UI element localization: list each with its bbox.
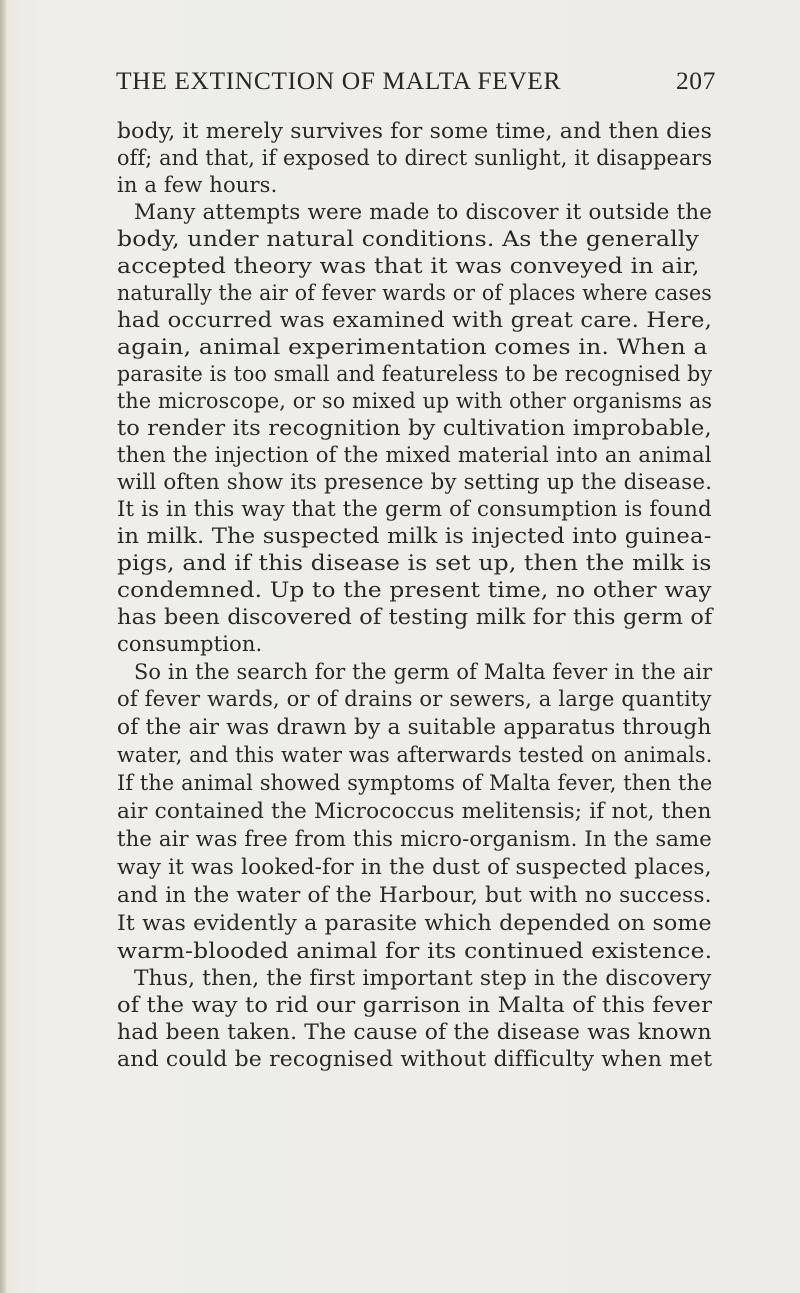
text-line: It was evidently a parasite which depended on some	[117, 911, 712, 935]
text-line: pigs, and if this disease is set up, then the milk is	[117, 551, 712, 575]
text-line: body, it merely survives for some time, and then dies	[117, 119, 712, 143]
text-line: the microscope, or so mixed up with other organisms as	[117, 389, 713, 413]
text-line: air contained the Micrococcus melitensis; if not, then	[117, 799, 712, 823]
text-line: If the animal showed symptoms of Malta fever, then the	[117, 771, 713, 795]
text-line: in a few hours.	[117, 173, 278, 197]
text-line: had occurred was examined with great care. Here,	[117, 308, 712, 332]
text-line: in milk. The suspected milk is injected into guinea-	[117, 524, 712, 548]
text-line: to render its recognition by cultivation improbable,	[117, 416, 712, 440]
text-line: off; and that, if exposed to direct sunlight, it disappears	[117, 146, 713, 170]
text-line: of fever wards, or of drains or sewers, a large quantity	[117, 687, 712, 711]
text-line: So in the search for the germ of Malta fever in the air	[134, 660, 713, 684]
running-title: THE EXTINCTION OF MALTA FEVER	[116, 66, 562, 95]
text-line: consumption.	[117, 632, 263, 656]
text-line: naturally the air of fever wards or of places where cases	[117, 281, 712, 305]
text-line: Many attempts were made to discover it outside the	[134, 200, 713, 224]
text-line: and in the water of the Harbour, but with no success.	[117, 883, 712, 907]
text-line: had been taken. The cause of the disease was known	[117, 1020, 712, 1044]
text-line: water, and this water was afterwards tested on animals.	[117, 743, 713, 767]
page-spine-edge	[0, 0, 6, 1293]
text-line: It is in this way that the germ of consumption is found	[117, 497, 712, 521]
text-line: of the way to rid our garrison in Malta of this fever	[117, 993, 713, 1017]
page-number: 207	[675, 66, 716, 95]
text-line: then the injection of the mixed material into an animal	[117, 443, 712, 467]
text-line: parasite is too small and featureless to be recognised by	[117, 362, 713, 386]
text-line: the air was free from this micro-organism. In the same	[117, 827, 712, 851]
text-line: will often show its presence by setting up the disease.	[117, 470, 713, 494]
text-line: Thus, then, the first important step in the discovery	[134, 966, 712, 990]
text-line: warm-blooded animal for its continued existence.	[117, 939, 713, 963]
text-line: way it was looked-for in the dust of suspected places,	[117, 855, 712, 879]
text-line: has been discovered of testing milk for this germ of	[117, 605, 713, 629]
text-line: again, animal experimentation comes in. When a	[117, 335, 708, 359]
text-line: and could be recognised without difficulty when met	[117, 1047, 713, 1071]
running-header	[116, 66, 716, 100]
text-line: of the air was drawn by a suitable apparatus through	[117, 715, 712, 739]
text-line: condemned. Up to the present time, no other way	[117, 578, 712, 602]
text-line: body, under natural conditions. As the generally	[117, 227, 700, 251]
text-line: accepted theory was that it was conveyed in air,	[117, 254, 700, 278]
